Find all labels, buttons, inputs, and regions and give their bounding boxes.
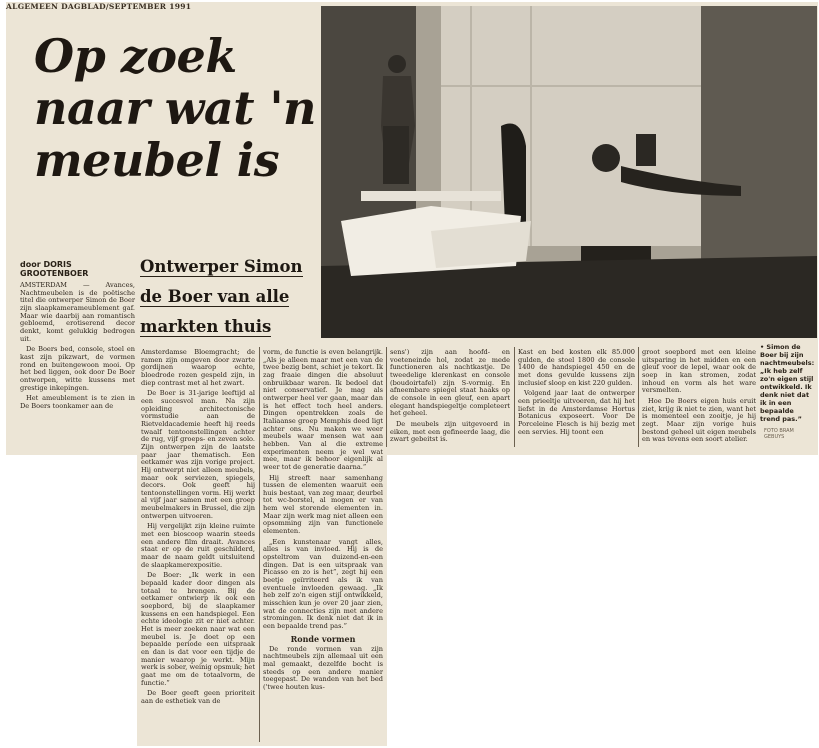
flower-vase [592, 144, 620, 172]
article-column-5 [518, 349, 635, 439]
column-2-paragraph: Hij vergelijkt zijn kleine ruimte met een bioscoop waarin steeds een andere film draait. Avances staat er op de ruit geschilderd, maar de naam geldt uitsluitend de slaapkamerexpositie. [141, 522, 255, 569]
light-wall [441, 6, 701, 246]
headline: Op zoek naar wat 'n meubel is [34, 29, 316, 187]
article-column-6 [642, 349, 756, 447]
article-column-4 [390, 349, 510, 447]
column-4-paragraph: De meubels zijn uitgevoerd in eiken, met een gefineerde laag, die zwart gebeitst is. [390, 419, 510, 444]
column-divider [638, 347, 639, 447]
byline-prefix: door DORIS [20, 260, 72, 269]
column-6-paragraph: groot soepbord met een kleine uitsparing in het midden en een gleuf voor de lepel, waar ook de soep in kan stromen, zodat inhoud en vorm als het ware versmelten. [642, 348, 756, 395]
column-4-paragraph: sens') zijn aan hoofd- en voeteneinde hol, zodat ze mede functioneren als nachtkastje. De tweedelige klerenkast en console (boudoirtafel) zijn S-vormig. En afneembare spiegel staat haaks op de console in een gleuf, een apart elegant handspiegeltje completeert het geheel. [390, 348, 510, 418]
photo-credit: FOTO BRAM GEBUYS [764, 428, 794, 440]
article-column-1 [20, 282, 135, 414]
byline-author: GROOTENBOER [20, 269, 89, 278]
byline [20, 260, 135, 278]
subheadline [140, 252, 325, 342]
column-1-paragraph: De Boers bed, console, stoel en kast zijn pikzwart, de vormen rond en buitengewoon mooi. Op het bed liggen, ook door De Boer ontworpen, witte kussens met grestige inkepingen. [20, 345, 135, 392]
column-divider [386, 347, 387, 447]
column-2-paragraph: Amsterdamse Bloemgracht; de ramen zijn omgeven door zwarte gordijnen waarop echte, bloedrode rozen gespeld zijn, in diep contrast met al het zwart. [141, 348, 255, 387]
column-divider [259, 347, 260, 742]
column-1-paragraph: AMSTERDAM — Avances, Nachtmeubelen is de poëtische titel die ontwerper Simon de Boer zijn slaapkamerameublement gaf. Maar wie daarbij aan romantisch gebloemd, erotiserend decor denkt, komt gelukkig bedrogen uit. [20, 281, 135, 343]
article-column-2 [141, 349, 255, 709]
section-heading-ronde-vormen: Ronde vormen [290, 633, 356, 644]
photo-caption: • Simon de Boer bij zijn nachtmeubels: „Ik heb zelf zo'n eigen stijl ontwikkeld. Ik denk niet dat ik in een bepaalde trend pas.” [760, 343, 815, 423]
column-5-paragraph: Kast en bed kosten elk 85.000 gulden, de stoel 1800 de console 1400 de handspiegel 450 en de met dons gevulde kussens zijn inclusief sloop en kist 220 gulden. [518, 348, 635, 387]
column-3-paragraph: vorm, de functie is even belangrijk. „Als je alleen maar met een van de twee bezig bent, schiet je tekort. Ik zag fraaie dingen die absoluut onbruikbaar waren. Ik bedoel dat niet conservatief. Je mag als ontwerper heel ver gaan, maar dan is het effect toch heel anders. Dingen opentrekken zoals de Italiaanse groep Memphis deed ligt achter ons. Nu maken we weer meubels waar mensen wat aan hebben. Van al die extreme experimenten neem je wel wat mee, maar ik behoor eigenlijk al weer tot de generatie daarna.” [263, 348, 383, 471]
bedroom-furniture-illustration [321, 6, 817, 338]
column-2-paragraph: De Boer is 31-jarige leeftijd al een succesvol man. Na zijn opleiding architectonische vormstudie aan de Rietveldacademie heeft hij reeds twaalf tentoonstellingen achter de rug, vijf groeps- en zeven solo. Zijn ontwerpen zijn de laatste paar jaar thematisch. Een eetkamer was zijn vorige project. Hij ontwerpt niet alleen meubels, maar ook serviezen, spiegels, decors. Ook geeft hij tentoonstellingen vorm. Hij werkt al vijf jaar samen met een groep meubelmakers in Brussel, die zijn ontwerpen uitvoeren. [141, 389, 255, 520]
masthead: ALGEMEEN DAGBLAD/SEPTEMBER 1991 [6, 2, 192, 11]
article-column-3 [263, 349, 383, 695]
column-5-paragraph: Volgend jaar laat de ontwerper een prieeltje uitvoeren, dat hij het liefst in de Amsterdamse Hortus Botanicus exposeert. Voor De Porceleine Flesch is hij bezig met een servies. Hij toont een [518, 389, 635, 436]
column-divider [514, 347, 515, 447]
column-2-paragraph: De Boer geeft geen prioriteit aan de esthetiek van de [141, 689, 255, 705]
subheadline-line-3: markten thuis [140, 317, 272, 336]
column-2-paragraph: De Boer: „Ik werk in een bepaald kader door dingen als totaal te brengen. Bij de eetkamer ontwierp ik ook een soepbord, bij de slaapkamer kussens en een handspiegel. Een echte ideologie zit er niet achter. Het is meer zoeken naar wat een meubel is. Je doet op een bepaalde periode een uitspraak en dan is dat voor een tijdje de manier waarop je werkt. Mijn werk is sober, weinig opsmuk; het gaat me om de totaalvorm, de functie.” [141, 571, 255, 687]
column-1-paragraph: Het ameublement is te zien in De Boers toonkamer aan de [20, 394, 135, 410]
column-3-paragraph: „Een kunstenaar vangt alles, alles is van invloed. Hij is de opsteltrom van duizend-en-een dingen. Dat is een uitspraak van Picasso en zo is het”, zegt hij een beetje geïrriteerd als ik van eventuele invloeden gewaag. „Ik heb zelf zo'n eigen stijl ontwikkeld, misschien kun je over 20 jaar zien, wat de connecties zijn met andere stromingen. Ik denk niet dat ik in een bepaalde trend pas.” [263, 537, 383, 630]
column-6-paragraph: Hoe De Boers eigen huis eruit ziet, krijg ik niet te zien, want het is momenteel een zooitje, je hij zegt. Maar zijn vorige huis bestond geheel uit eigen meubels en was tevens een soort atelier. [642, 396, 756, 444]
subheadline-line-2: de Boer van alle [140, 287, 290, 306]
console-top [361, 191, 501, 201]
hand-mirror [636, 134, 656, 166]
column-3-paragraph: Hij streeft naar samenhang tussen de elementen waaruit een huis bestaat, van zeg maar, deurbel tot wc-borstel, al mogen er van hem wel storende elementen in. Maar zijn werk mag niet alleen een opsomming zijn van functionele elementen. [263, 473, 383, 536]
designer-photo [321, 6, 817, 338]
subheadline-line-1: Ontwerper Simon [140, 257, 303, 276]
column-3-paragraph: De ronde vormen van zijn nachtmeubels zijn allemaal uit een mal gemaakt, dezelfde bocht is steeds op een andere manier toegepast. De wanden van het bed ('twee houten kus- [263, 644, 383, 691]
